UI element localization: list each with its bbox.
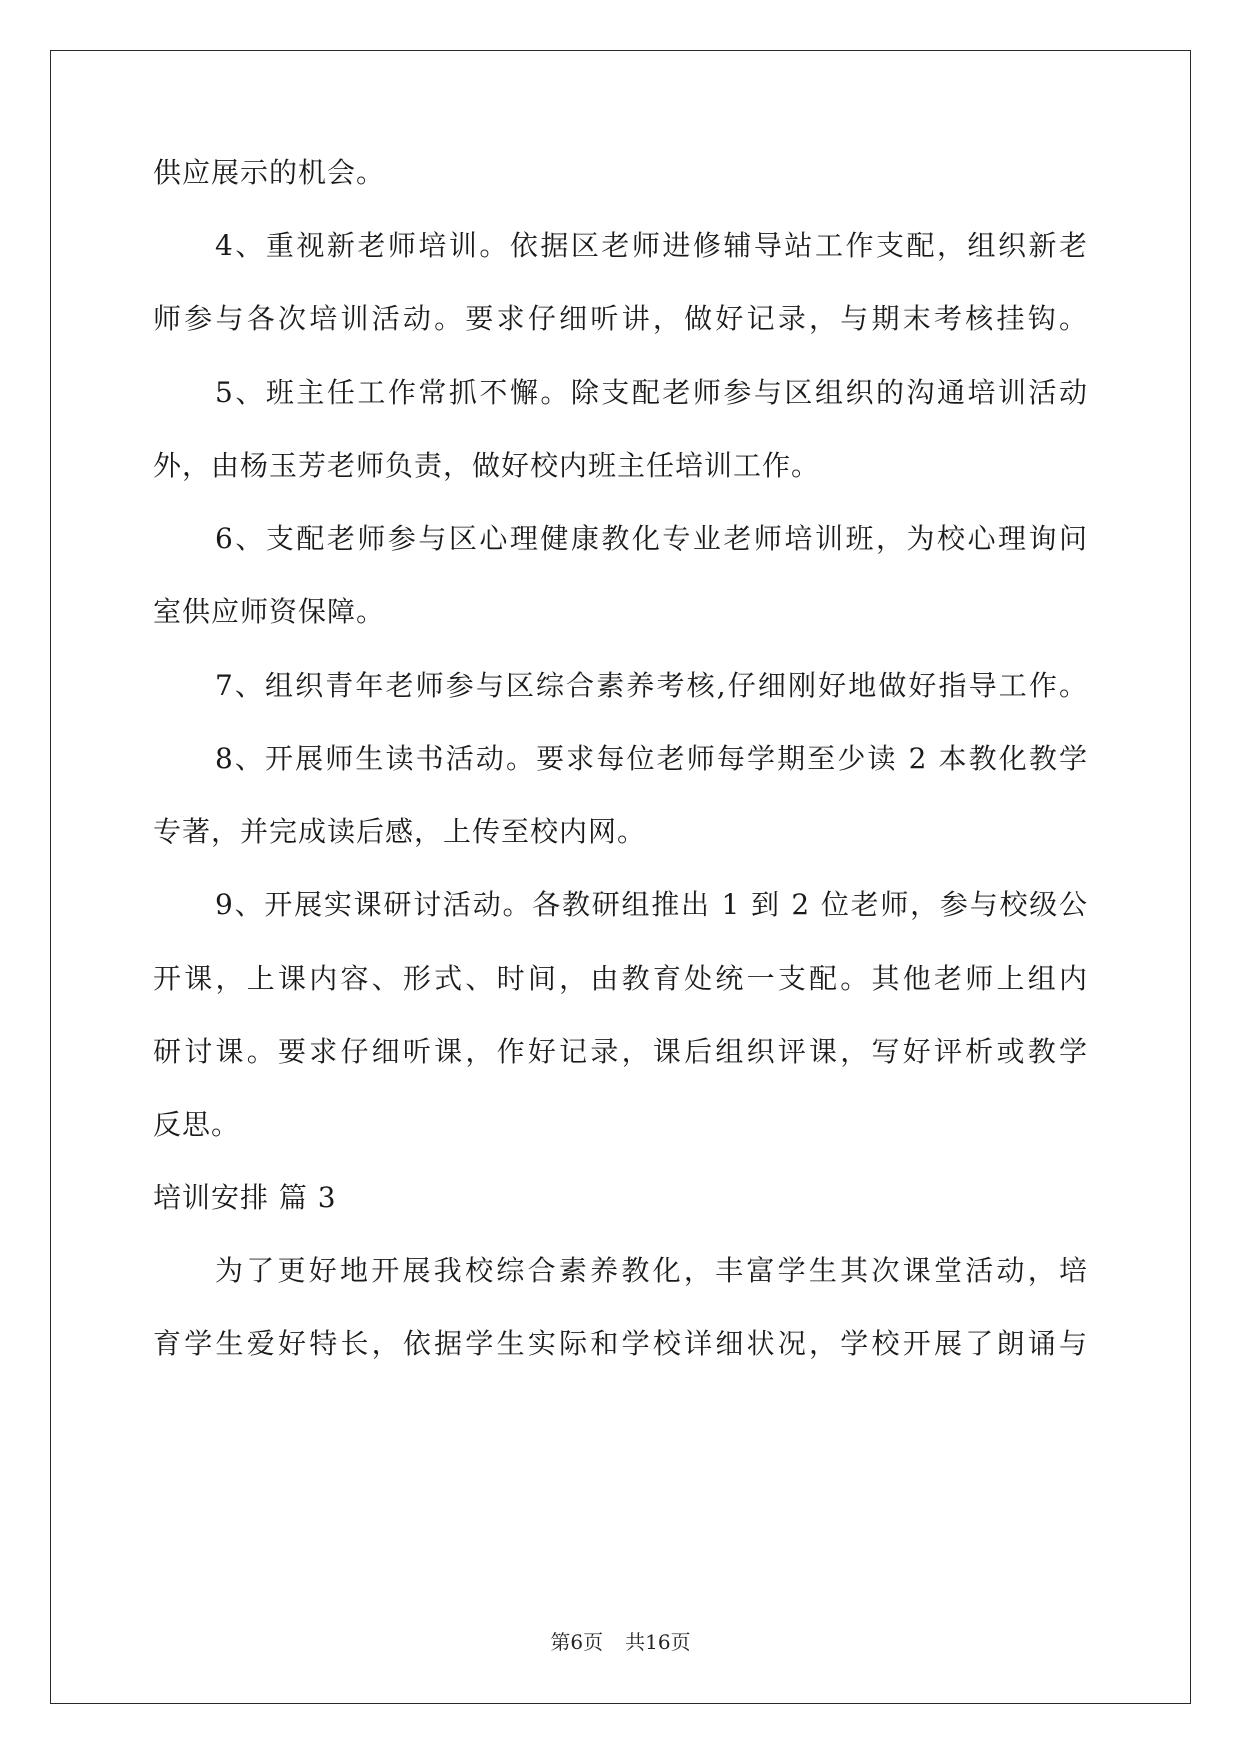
text-line: 6、支配老师参与区心理健康教化专业老师培训班，为校心理询问	[215, 522, 1088, 555]
text-line: 供应展示的机会。	[153, 156, 386, 189]
text-line: 外，由杨玉芳老师负责，做好校内班主任培训工作。	[153, 449, 821, 482]
text-line: 4、重视新老师培训。依据区老师进修辅导站工作支配，组织新老	[215, 229, 1088, 262]
text-line: 5、班主任工作常抓不懈。除支配老师参与区组织的沟通培训活动	[215, 376, 1088, 409]
text-line: 师参与各次培训活动。要求仔细听讲，做好记录，与期末考核挂钩。	[153, 302, 1088, 335]
text-line: 反思。	[153, 1108, 241, 1141]
text-line: 开课，上课内容、形式、时间，由教育处统一支配。其他老师上组内	[153, 962, 1088, 995]
text-line: 为了更好地开展我校综合素养教化，丰富学生其次课堂活动，培	[215, 1254, 1088, 1287]
section-heading: 培训安排 篇 3	[153, 1181, 337, 1214]
text-line: 7、组织青年老师参与区综合素养考核,仔细刚好地做好指导工作。	[215, 669, 1088, 702]
page-number-total: 共16页	[625, 1630, 691, 1654]
text-line: 室供应师资保障。	[153, 595, 386, 628]
page-number-current: 第6页	[550, 1630, 604, 1654]
text-line: 专著，并完成读后感，上传至校内网。	[153, 815, 647, 848]
page-footer	[0, 1630, 1241, 1654]
text-line: 育学生爱好特长，依据学生实际和学校详细状况，学校开展了朗诵与	[153, 1327, 1088, 1360]
text-line: 8、开展师生读书活动。要求每位老师每学期至少读 2 本教化教学	[215, 742, 1088, 775]
text-line: 研讨课。要求仔细听课，作好记录，课后组织评课，写好评析或教学	[153, 1035, 1088, 1068]
text-line: 9、开展实课研讨活动。各教研组推出 1 到 2 位老师，参与校级公	[215, 888, 1088, 921]
